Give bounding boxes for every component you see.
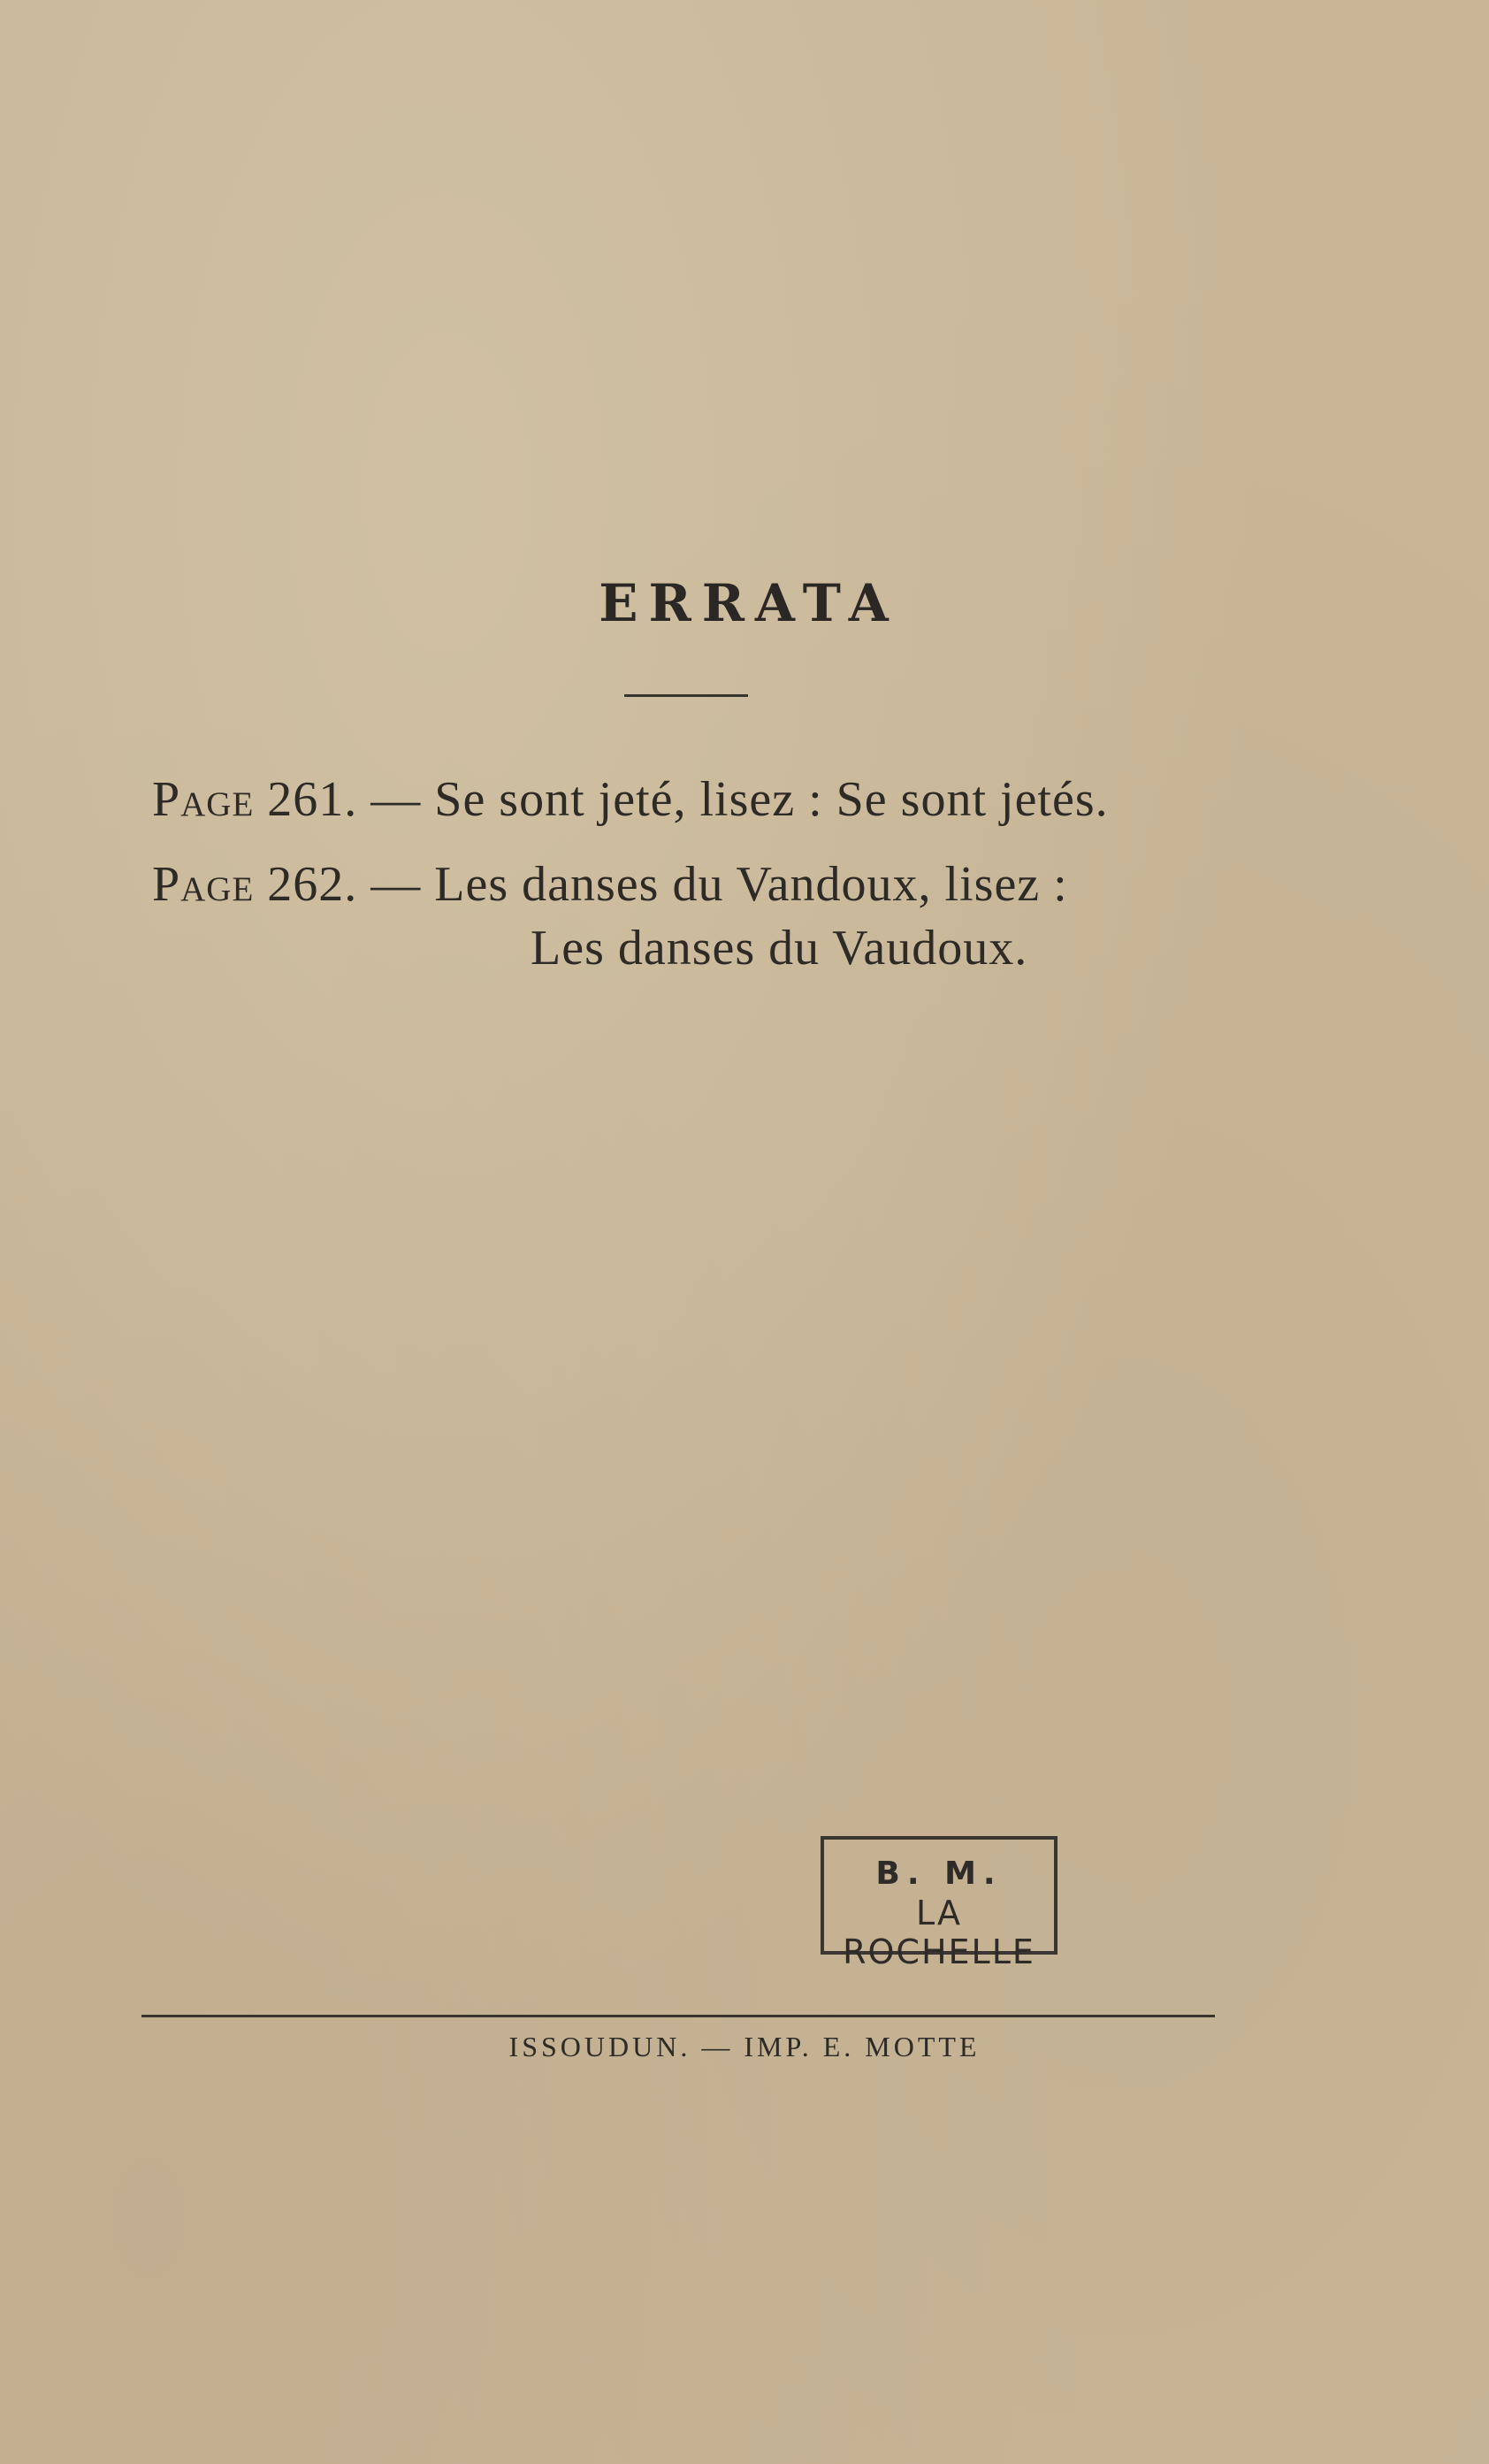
stamp-line-2: LA ROCHELLE [843,1894,1035,1971]
title-divider [624,694,748,697]
dash: — [370,857,422,912]
dash: — [370,772,422,827]
bottom-divider [141,2015,1215,2017]
correction-text: Les danses du Vandoux, lisez : [434,857,1068,912]
correction-continuation: Les danses du Vaudoux. [531,921,1028,976]
library-stamp [821,1836,1058,1971]
errata-entry [152,856,1068,913]
page-number: 261. [267,772,358,827]
stamp-line-1: B. M. [875,1856,1003,1892]
correction-text: Se sont jeté, lisez : Se sont jetés. [434,772,1109,827]
page-label: Page [152,772,255,827]
errata-title: ERRATA [599,573,899,633]
page-number: 262. [267,857,358,912]
printer-imprint: ISSOUDUN. — IMP. E. MOTTE [508,2031,981,2062]
page-label: Page [152,857,255,912]
errata-entry [152,771,1109,828]
